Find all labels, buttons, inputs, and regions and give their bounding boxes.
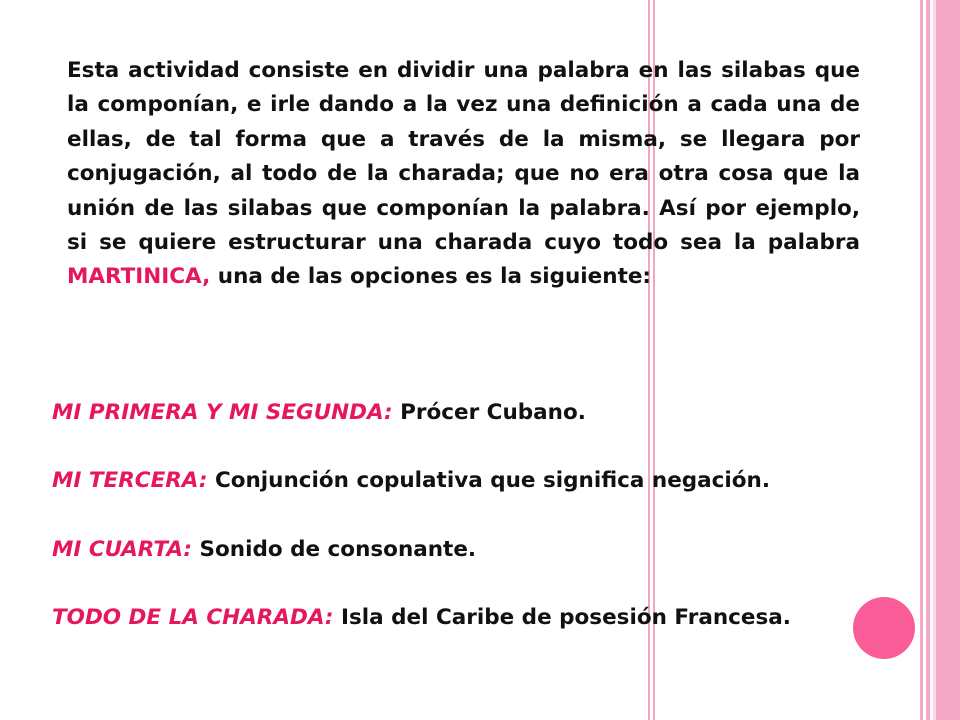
clue-label: TODO DE LA CHARADA: xyxy=(52,605,334,630)
clue-item xyxy=(52,399,586,427)
decorative-line xyxy=(920,0,923,720)
clue-text: Conjunción copulativa que significa negación. xyxy=(214,468,771,493)
decorative-circle xyxy=(853,597,915,659)
clue-text: Isla del Caribe de posesión Francesa. xyxy=(340,605,791,630)
clue-label: MI PRIMERA Y MI SEGUNDA: xyxy=(52,400,393,425)
clue-item xyxy=(52,604,791,632)
highlight-word: MARTINICA, xyxy=(67,264,211,290)
clue-item xyxy=(52,467,770,495)
decorative-line xyxy=(926,0,930,720)
clue-text: Prócer Cubano. xyxy=(400,400,586,425)
clue-item xyxy=(52,536,476,564)
intro-paragraph xyxy=(67,54,860,295)
clue-text: Sonido de consonante. xyxy=(199,537,477,562)
intro-text-end: una de las opciones es la siguiente: xyxy=(217,264,652,290)
clue-label: MI CUARTA: xyxy=(52,537,193,562)
clue-label: MI TERCERA: xyxy=(52,468,208,493)
intro-text: Esta actividad consiste en dividir una palabra en las silabas que la componían, e irle dando a la vez una definición a cada una de ellas, de tal forma que a través de la misma, se llegara por conjugación, al todo de la charada; que no era otra cosa que la unión de las silabas que componían la palabra. Así por ejemplo, si se quiere estructurar una charada cuyo todo sea la palabra xyxy=(67,58,860,256)
decorative-band xyxy=(936,0,960,720)
